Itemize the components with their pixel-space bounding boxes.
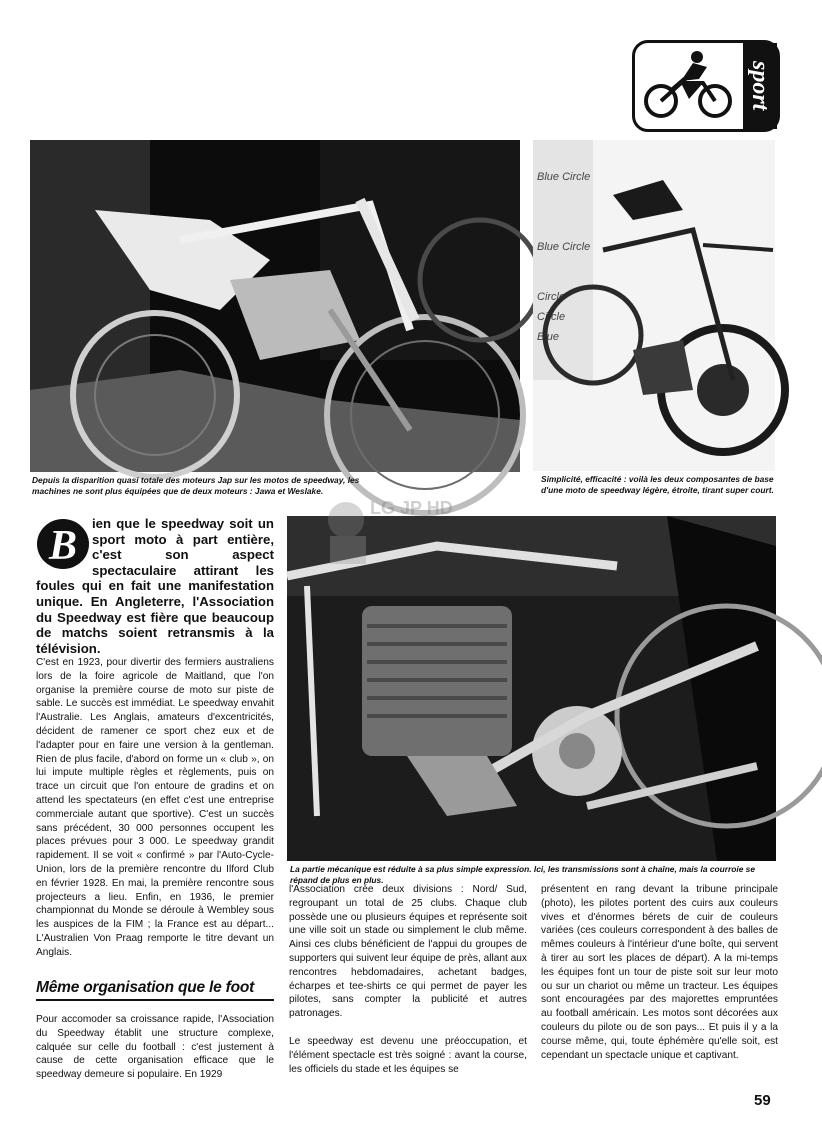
column-2-paragraph-1: l'Association crée deux divisions : Nord/ Sud, regroupant un total de 25 clubs. Chaque club possède une ou plusieurs équipes et représente soit une ville soit un stade ou simplement le club même. Ainsi ces clubs bénéficient de l'appui du groupes de supporters qui suivent leur équipe de près, allant aux rencontres hebdomadaires, achetant badges, écharpes et tee-shirts ce qui permet de payer les pilotes, sans compter la publicité et autres patronages. bbox=[289, 884, 527, 1020]
logo-label: sport bbox=[747, 61, 773, 111]
banner-text-4: Circle bbox=[537, 311, 566, 323]
page-number: 59 bbox=[754, 1092, 771, 1109]
caption-photo-2: Simplicité, efficacité : voilà les deux composantes de base d'une moto de speedway légère, étroite, tirant super court. bbox=[541, 474, 774, 495]
sport-logo bbox=[632, 40, 780, 132]
section-heading: Même organisation que le foot bbox=[36, 979, 274, 1001]
banner-text-3: Circle bbox=[537, 291, 566, 303]
article-intro bbox=[36, 516, 274, 656]
column-2-paragraph-2: Le speedway est devenu une préoccupation, et l'élément spectacle est très soigné : avant la course, les officiels du stade et les équipes se bbox=[289, 1036, 527, 1075]
banner-text-5: Blue bbox=[537, 331, 560, 343]
banner-text-1: Blue Circle bbox=[537, 171, 591, 183]
photo-speedway-bike-1 bbox=[30, 140, 520, 472]
watermark-logo bbox=[322, 490, 453, 568]
caption-photo-1: Depuis la disparition quasi totale des moteurs Jap sur les motos de speedway, les machines ne sont plus équipées que de deux moteurs : Jawa et Weslake. bbox=[32, 475, 360, 496]
column-1-paragraph-1: C'est en 1923, pour divertir des fermiers australiens lors de la foire agricole de Maitland, que l'on organise la première course de moto sur piste de sable. Le succès est immédiat. Le speedway envahit l'Australie. Les Anglais, amateurs d'excentricités, décident de ramener ce sport chez eux et de l'adapter pour en faire une version à la gentleman. Rien de plus facile, d'abord on forme un « club », on lui impute multiple règles et règlements, puis on trace un circuit que l'on entoure de gradins et on attend les spectateurs (en effet c'est une entreprise commerciale autant que sportive). C'est un succès sans précédent, 30 000 personnes occupent les places prévues pour 3 000. Le speedway grandit rapidement. Il se voit « confirmé » par l'Auto-Cycle-Union, lors de la première rencontre du Ilford Club en février 1928. En mai, la première rencontre sous projecteurs a lieu. Enfin, en 1936, le premier championnat du Monde se déroule à Wembley sous les auspices de la FIM ; la France est au départ... L'Australien Von Praag remporte le titre devant un Anglais. bbox=[36, 657, 274, 958]
column-3-paragraph-1: présentent en rang devant la tribune principale (photo), les pilotes portent des cuirs aux couleurs vives et d'énormes bérets de cuir de couleurs variées (ces couleurs correspondent à des balles de mêmes couleurs à l'intérieur d'une boîte, qui servent à tirer au sort les places de départ). A la mi-temps les équipes font un tour de piste soit sur leur moto ou sur un chariot ou même un tracteur. Les équipes sont encouragées par des majorettes empruntées au football américain. Les motos sont décorées aux couleurs du pilote ou de son pays... Et puis il y a la course même, qui, toute éphémère qu'elle soit, est cependant un spectacle unique et captivant. bbox=[541, 884, 778, 1061]
drop-cap-letter: B bbox=[48, 523, 78, 569]
banner-text-2: Blue Circle bbox=[537, 241, 591, 253]
column-1-paragraph-2: Pour accomoder sa croissance rapide, l'Association du Speedway établit une structure complexe, calquée sur celle du football : c'est justement à cause de cette organisation efficace que le speedway demeure si populaire. En 1929 bbox=[36, 1014, 274, 1081]
intro-text: ien que le speedway soit un sport moto à part entière, c'est son aspect spectaculaire attirant les foules qui en fait une manifestation unique. En Angleterre, l'Association du Speedway est fière que beaucoup de matchs soient retransmis à la télévision. bbox=[36, 516, 274, 656]
photo-speedway-bike-2 bbox=[533, 140, 775, 471]
motorcycle-rider-icon bbox=[641, 49, 737, 123]
caption-photo-3: La partie mécanique est réduite à sa plus simple expression. Ici, les transmissions sont à chaîne, mais la courroie se répand de plus en plus. bbox=[290, 864, 755, 885]
watermark-text: LG JP HD bbox=[370, 498, 453, 518]
